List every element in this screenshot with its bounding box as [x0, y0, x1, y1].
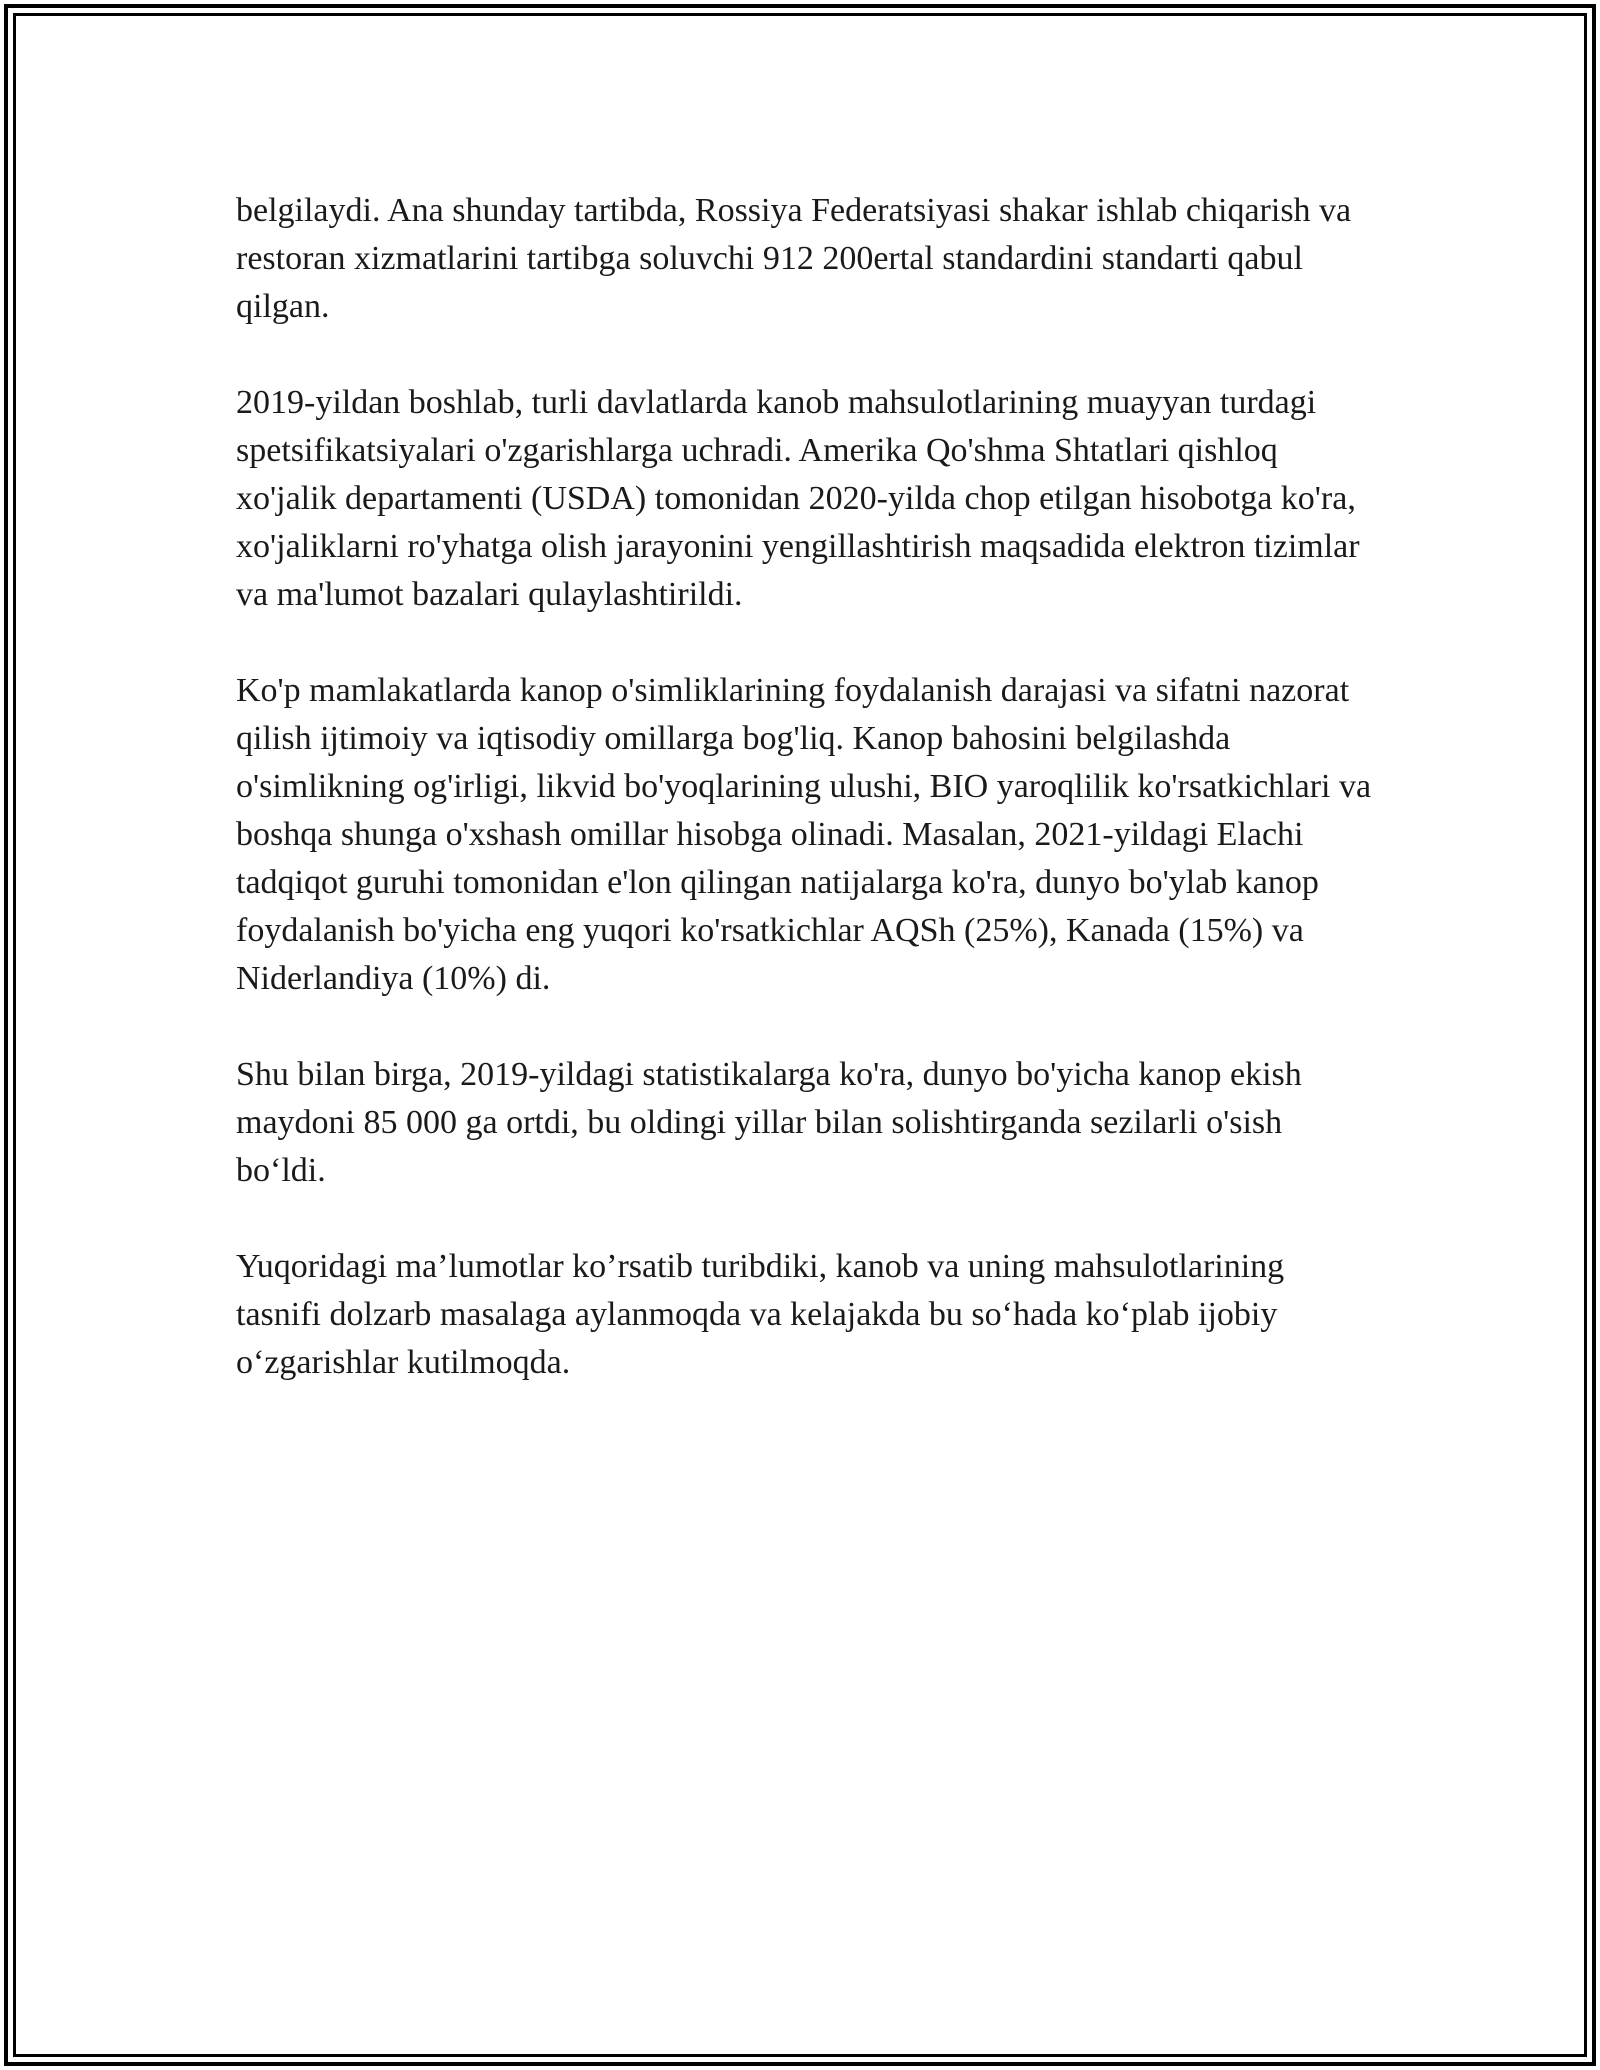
document-body — [236, 187, 1376, 1435]
paragraph-quality-factors: Ko'p mamlakatlarda kanop o'simliklarining foydalanish darajasi va sifatni nazorat qilish ijtimoiy va iqtisodiy omillarga bog'liq. Kanop bahosini belgilashda o'simlikning og'irligi, likvid bo'yoqlarining ulushi, BIO yaroqlilik ko'rsatkichlari va boshqa shunga o'xshash omillar hisobga olinadi. Masalan, 2021-yildagi Elachi tadqiqot guruhi tomonidan e'lon qilingan natijalarga ko'ra, dunyo bo'ylab kanop foydalanish bo'yicha eng yuqori ko'rsatkichlar AQSh (25%), Kanada (15%) va Niderlandiya (10%) di. — [236, 672, 1372, 997]
paragraph-conclusion: Yuqoridagi ma’lumotlar ko’rsatib turibdiki, kanob va uning mahsulotlarining tasnifi dolzarb masalaga aylanmoqda va kelajakda bu so‘hada ko‘plab ijobiy o‘zgarishlar kutilmoqda. — [236, 1248, 1285, 1381]
paragraph-specifications: 2019-yildan boshlab, turli davlatlarda kanob mahsulotlarining muayyan turdagi spetsifikatsiyalari o'zgarishlarga uchradi. Amerika Qo'shma Shtatlari qishloq xo'jalik departamenti (USDA) tomonidan 2020-yilda chop etilgan hisobotga ko'ra, xo'jaliklarni ro'yhatga olish jarayonini yengillashtirish maqsadida elektron tizimlar va ma'lumot bazalari qulaylashtirildi. — [236, 384, 1360, 613]
paragraph-standards: belgilaydi. Ana shunday tartibda, Rossiya Federatsiyasi shakar ishlab chiqarish va restoran xizmatlarini tartibga soluvchi 912 200ertal standardini standarti qabul qilgan. — [236, 192, 1352, 325]
paragraph-statistics: Shu bilan birga, 2019-yildagi statistikalarga ko'ra, dunyo bo'yicha kanop ekish maydoni 85 000 ga ortdi, bu oldingi yillar bilan solishtirganda sezilarli o'sish bo‘ldi. — [236, 1056, 1302, 1189]
